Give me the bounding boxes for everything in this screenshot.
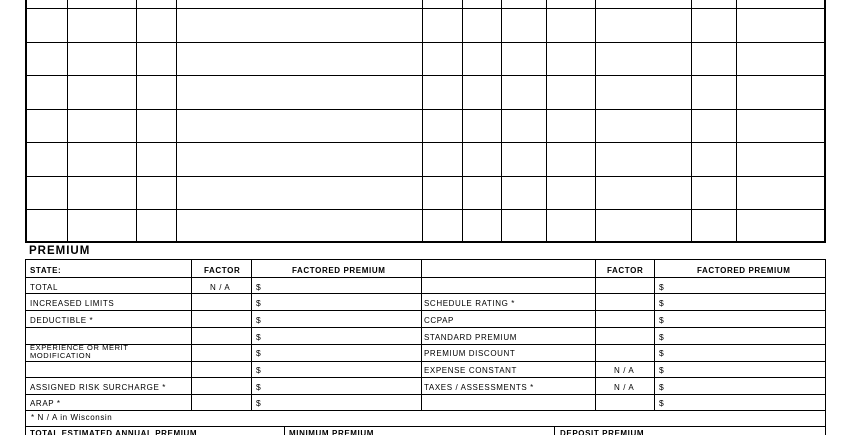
grid-col-divider [176,0,177,241]
factor-header-left: FACTOR [204,266,241,275]
left-row-dollar: $ [256,365,262,375]
left-row-factor: N / A [210,283,231,292]
grid-col-divider [595,0,596,241]
premium-row-divider [26,410,825,411]
premium-col-divider [191,260,192,410]
left-row-label: ASSIGNED RISK SURCHARGE * [30,383,166,392]
left-row-dollar: $ [256,298,262,308]
premium-row-divider [26,327,825,328]
premium-col-divider [595,260,596,410]
grid-row-divider [27,176,824,177]
left-row-dollar: $ [256,282,262,292]
grid-row-divider [27,109,824,110]
premium-col-divider [421,260,422,410]
right-row-dollar: $ [659,365,665,375]
grid-col-divider [501,0,502,241]
left-row-dollar: $ [256,382,262,392]
left-row-dollar: $ [256,348,262,358]
right-row-factor: N / A [614,366,635,375]
right-row-dollar: $ [659,298,665,308]
premium-row-divider [26,361,825,362]
left-row-label: INCREASED LIMITS [30,299,115,308]
right-row-label: SCHEDULE RATING * [424,299,515,308]
total-estimated-annual-premium-label: TOTAL ESTIMATED ANNUAL PREMIUM [30,429,198,435]
premium-row-divider [26,310,825,311]
right-row-dollar: $ [659,332,665,342]
grid-col-divider [691,0,692,241]
factor-header-right: FACTOR [607,266,644,275]
rating-grid [25,0,826,243]
footnote: * N / A in Wisconsin [31,413,113,422]
grid-row-divider [27,8,824,9]
premium-row-divider [26,394,825,395]
premium-title: PREMIUM [29,245,91,257]
premium-col-divider [251,260,252,410]
left-row-label: ARAP * [30,399,61,408]
factored-premium-header-right: FACTORED PREMIUM [697,266,791,275]
left-row-dollar: $ [256,315,262,325]
factored-premium-header-left: FACTORED PREMIUM [292,266,386,275]
right-row-factor: N / A [614,383,635,392]
right-row-dollar: $ [659,398,665,408]
right-row-dollar: $ [659,282,665,292]
premium-row-divider [26,377,825,378]
left-row-dollar: $ [256,398,262,408]
grid-row-divider [27,209,824,210]
right-row-label: PREMIUM DISCOUNT [424,349,516,358]
deposit-premium-label: DEPOSIT PREMIUM [560,429,645,435]
left-row-label: EXPERIENCE OR MERIT MODIFICATION [30,343,129,360]
grid-col-divider [67,0,68,241]
premium-row-divider [26,277,825,278]
right-row-label: STANDARD PREMIUM [424,333,518,342]
right-row-label: TAXES / ASSESSMENTS * [424,383,534,392]
premium-col-divider [554,426,555,435]
minimum-premium-label: MINIMUM PREMIUM [289,429,374,435]
grid-col-divider [546,0,547,241]
grid-col-divider [462,0,463,241]
state-label: STATE: [30,266,62,275]
grid-col-divider [136,0,137,241]
right-row-dollar: $ [659,382,665,392]
right-row-label: EXPENSE CONSTANT [424,366,518,375]
premium-col-divider [654,260,655,410]
left-row-dollar: $ [256,332,262,342]
grid-col-divider [422,0,423,241]
left-row-label: DEDUCTIBLE * [30,316,94,325]
right-row-label: CCPAP [424,316,454,325]
left-row-label: TOTAL [30,283,59,292]
premium-row-divider [26,426,825,427]
grid-row-divider [27,42,824,43]
grid-row-divider [27,75,824,76]
premium-row-divider [26,293,825,294]
right-row-dollar: $ [659,315,665,325]
premium-col-divider [284,426,285,435]
grid-col-divider [736,0,737,241]
right-row-dollar: $ [659,348,665,358]
grid-row-divider [27,142,824,143]
